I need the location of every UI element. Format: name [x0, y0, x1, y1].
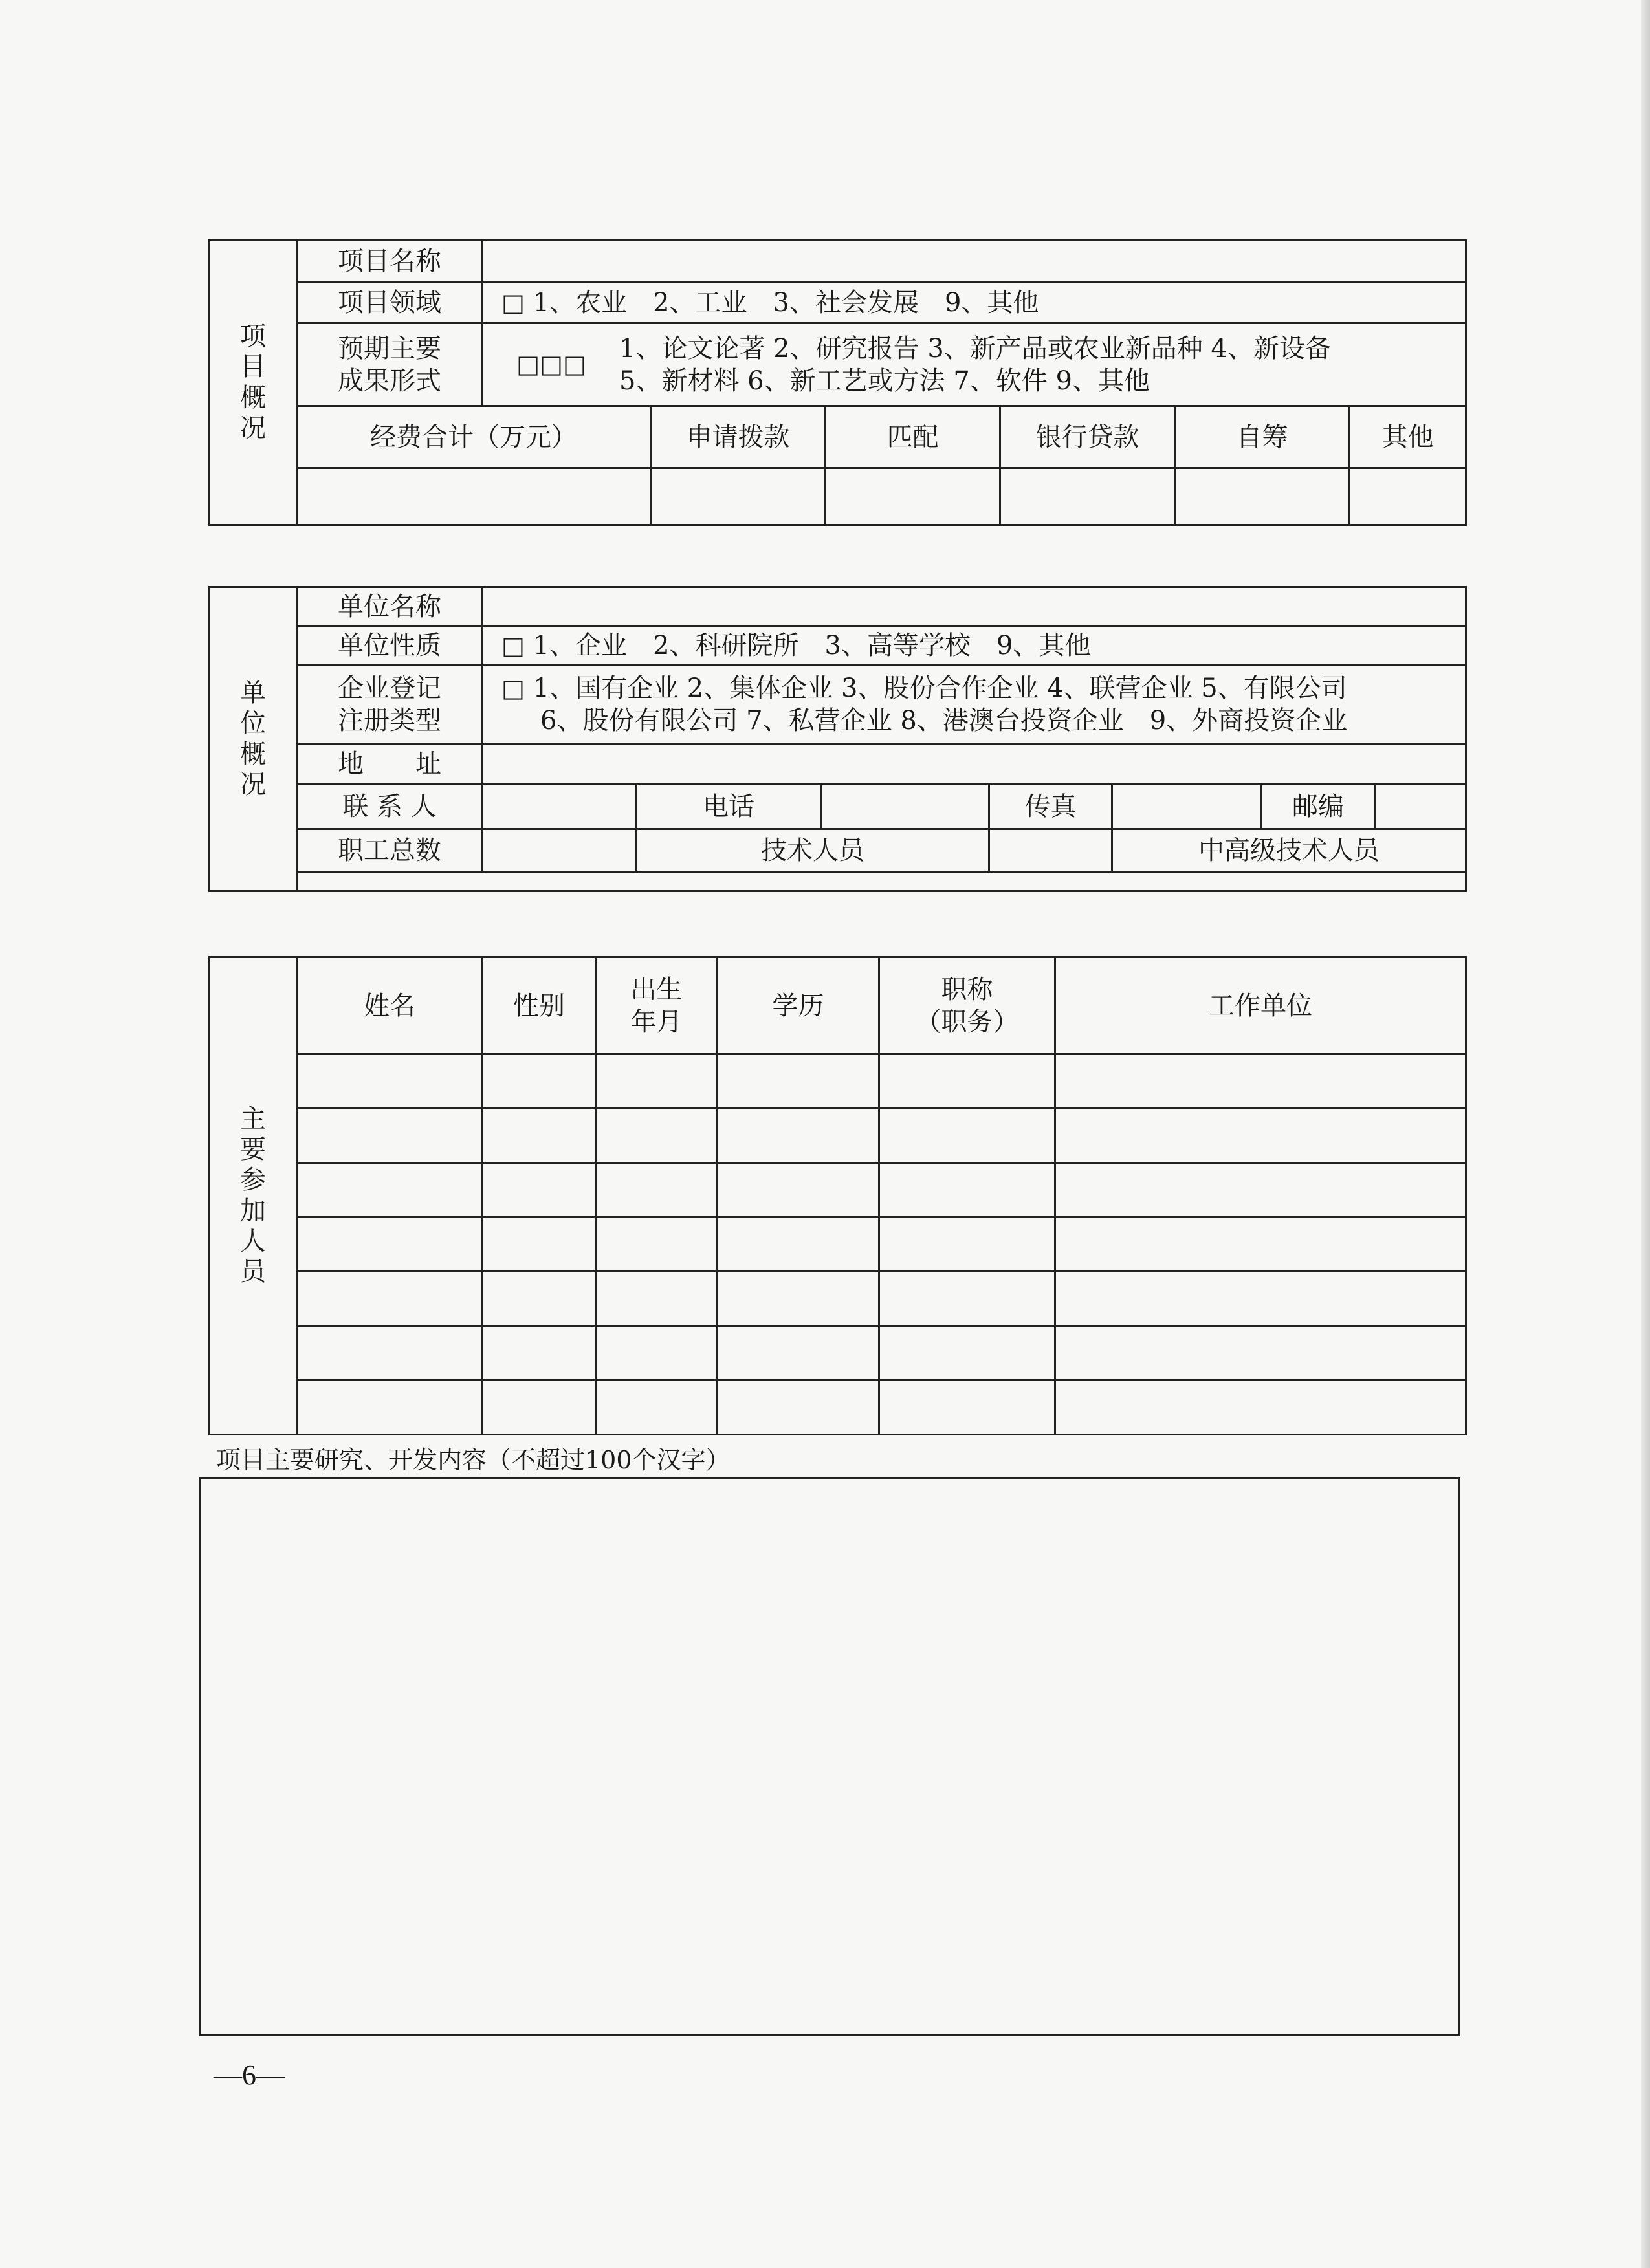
- tech-staff-field[interactable]: [989, 829, 1112, 872]
- personnel-table: [208, 956, 1467, 1435]
- person-title-cell[interactable]: [879, 1109, 1055, 1163]
- person-workplace-cell[interactable]: [1055, 1163, 1466, 1217]
- person-gender-cell[interactable]: [483, 1217, 596, 1272]
- person-workplace-cell[interactable]: [1055, 1272, 1466, 1326]
- funds-apply-value[interactable]: [651, 468, 826, 525]
- funds-match-header: 匹配: [826, 406, 1000, 468]
- contact-label: 联 系 人: [297, 784, 483, 829]
- person-birth-cell[interactable]: [596, 1217, 718, 1272]
- project-name-field[interactable]: [483, 241, 1466, 282]
- funds-total-header: 经费合计（万元）: [297, 406, 651, 468]
- tech-staff-label: 技术人员: [637, 829, 989, 872]
- person-workplace-cell[interactable]: [1055, 1054, 1466, 1109]
- page-edge: [1641, 0, 1650, 2268]
- research-content-box[interactable]: [199, 1477, 1460, 2036]
- project-field-options: [483, 282, 1466, 323]
- person-title-cell[interactable]: [879, 1326, 1055, 1380]
- person-gender-cell[interactable]: [483, 1380, 596, 1435]
- unit-overview-table: [208, 586, 1467, 892]
- person-name-cell[interactable]: [297, 1326, 483, 1380]
- fax-field[interactable]: [1112, 784, 1261, 829]
- person-title-cell[interactable]: [879, 1380, 1055, 1435]
- person-education-cell[interactable]: [718, 1217, 879, 1272]
- project-overview-table: [208, 239, 1467, 526]
- contact-field[interactable]: [483, 784, 637, 829]
- person-gender-cell[interactable]: [483, 1163, 596, 1217]
- person-education-cell[interactable]: [718, 1272, 879, 1326]
- person-name-cell[interactable]: [297, 1054, 483, 1109]
- person-birth-cell[interactable]: [596, 1326, 718, 1380]
- person-title-cell[interactable]: [879, 1163, 1055, 1217]
- person-birth-cell[interactable]: [596, 1109, 718, 1163]
- unit-nature-options-text: 1、企业 2、科研院所 3、高等学校 9、其他: [533, 630, 1091, 660]
- staff-total-label: 职工总数: [297, 829, 483, 872]
- registration-type-label: 企业登记 注册类型: [297, 665, 483, 744]
- header-name: 姓名: [297, 957, 483, 1054]
- funds-self-value[interactable]: [1175, 468, 1350, 525]
- result-form-label: 预期主要 成果形式: [297, 323, 483, 406]
- person-workplace-cell[interactable]: [1055, 1109, 1466, 1163]
- phone-field[interactable]: [821, 784, 989, 829]
- person-education-cell[interactable]: [718, 1380, 879, 1435]
- unit-side-label: 单 位 概 况: [210, 587, 297, 891]
- person-workplace-cell[interactable]: [1055, 1217, 1466, 1272]
- header-education: 学历: [718, 957, 879, 1054]
- page-number: —6—: [214, 2059, 285, 2091]
- person-birth-cell[interactable]: [596, 1380, 718, 1435]
- address-field[interactable]: [483, 744, 1466, 784]
- person-education-cell[interactable]: [718, 1109, 879, 1163]
- staff-total-field[interactable]: [483, 829, 637, 872]
- registration-type-options: [483, 665, 1466, 744]
- funds-self-header: 自筹: [1175, 406, 1350, 468]
- funds-loan-value[interactable]: [1000, 468, 1175, 525]
- person-education-cell[interactable]: [718, 1054, 879, 1109]
- funds-loan-header: 银行贷款: [1000, 406, 1175, 468]
- funds-total-value[interactable]: [297, 468, 651, 525]
- person-name-cell[interactable]: [297, 1272, 483, 1326]
- funds-match-value[interactable]: [826, 468, 1000, 525]
- postcode-label: 邮编: [1261, 784, 1376, 829]
- header-gender: 性别: [483, 957, 596, 1054]
- person-gender-cell[interactable]: [483, 1272, 596, 1326]
- project-field-options-text: 1、农业 2、工业 3、社会发展 9、其他: [533, 287, 1039, 318]
- unit-bottom-spacer: [297, 872, 1466, 891]
- person-title-cell[interactable]: [879, 1217, 1055, 1272]
- senior-tech-staff-label: 中高级技术人员: [1112, 829, 1466, 872]
- personnel-side-label: 主 要 参 加 人 员: [210, 957, 297, 1435]
- project-name-label: 项目名称: [297, 241, 483, 282]
- fax-label: 传真: [989, 784, 1112, 829]
- result-form-checkboxes[interactable]: □□□: [516, 349, 586, 378]
- person-name-cell[interactable]: [297, 1109, 483, 1163]
- address-label: 地 址: [297, 744, 483, 784]
- registration-options-line1: 1、国有企业 2、集体企业 3、股份合作企业 4、联营企业 5、有限公司: [533, 673, 1347, 703]
- person-education-cell[interactable]: [718, 1326, 879, 1380]
- person-gender-cell[interactable]: [483, 1326, 596, 1380]
- header-birth: 出生 年月: [596, 957, 718, 1054]
- person-education-cell[interactable]: [718, 1163, 879, 1217]
- person-title-cell[interactable]: [879, 1054, 1055, 1109]
- unit-nature-label: 单位性质: [297, 626, 483, 665]
- person-title-cell[interactable]: [879, 1272, 1055, 1326]
- header-title: 职称 （职务）: [879, 957, 1055, 1054]
- postcode-field[interactable]: [1376, 784, 1466, 829]
- person-gender-cell[interactable]: [483, 1109, 596, 1163]
- registration-options-line2: 6、股份有限公司 7、私营企业 8、港澳台投资企业 9、外商投资企业: [540, 705, 1348, 736]
- research-content-caption: 项目主要研究、开发内容（不超过100个汉字）: [216, 1446, 731, 1474]
- funds-apply-header: 申请拨款: [651, 406, 826, 468]
- result-form-options-line1: 1、论文论著 2、研究报告 3、新产品或农业新品种 4、新设备: [619, 333, 1331, 364]
- unit-name-field[interactable]: [483, 587, 1466, 626]
- person-gender-cell[interactable]: [483, 1054, 596, 1109]
- person-birth-cell[interactable]: [596, 1054, 718, 1109]
- person-name-cell[interactable]: [297, 1163, 483, 1217]
- person-name-cell[interactable]: [297, 1217, 483, 1272]
- phone-label: 电话: [637, 784, 821, 829]
- project-side-label: 项 目 概 况: [210, 241, 297, 525]
- project-field-label: 项目领域: [297, 282, 483, 323]
- header-workplace: 工作单位: [1055, 957, 1466, 1054]
- person-birth-cell[interactable]: [596, 1272, 718, 1326]
- registration-type-checkbox[interactable]: □: [501, 673, 525, 703]
- unit-nature-options: [483, 626, 1466, 665]
- person-birth-cell[interactable]: [596, 1163, 718, 1217]
- unit-nature-checkbox[interactable]: □: [501, 631, 525, 660]
- person-workplace-cell[interactable]: [1055, 1326, 1466, 1380]
- result-form-options: [483, 323, 1466, 406]
- person-name-cell[interactable]: [297, 1380, 483, 1435]
- person-workplace-cell[interactable]: [1055, 1380, 1466, 1435]
- funds-other-header: 其他: [1350, 406, 1466, 468]
- result-form-options-line2: 5、新材料 6、新工艺或方法 7、软件 9、其他: [619, 365, 1150, 396]
- funds-other-value[interactable]: [1350, 468, 1466, 525]
- project-field-checkbox[interactable]: □: [501, 288, 525, 317]
- unit-name-label: 单位名称: [297, 587, 483, 626]
